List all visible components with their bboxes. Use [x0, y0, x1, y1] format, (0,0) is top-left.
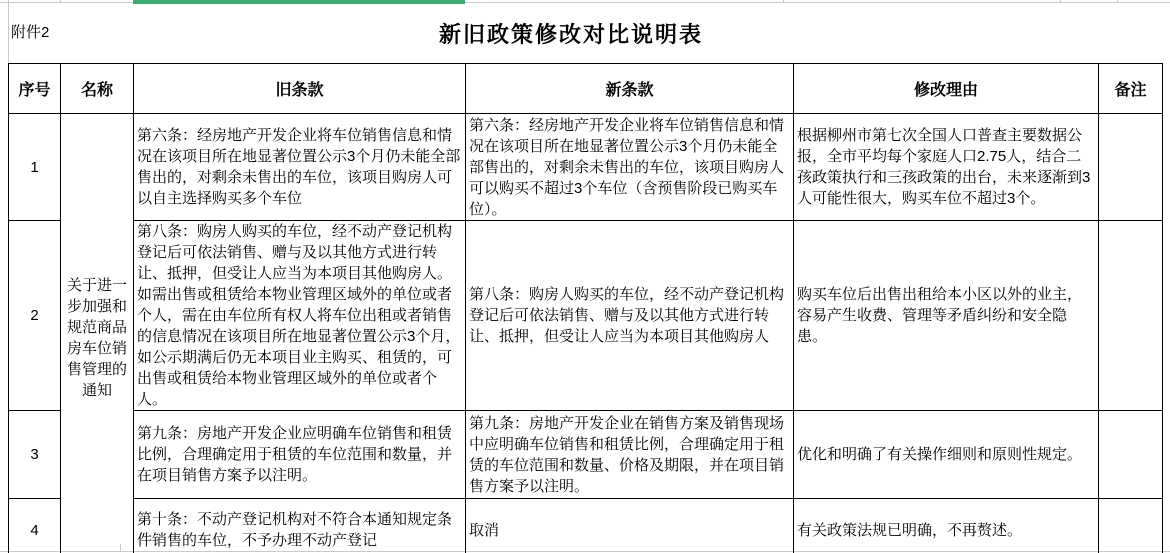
gridline-stub [783, 0, 784, 3]
header-reason[interactable]: 修改理由 [794, 64, 1099, 114]
cell-remark-2[interactable] [1099, 221, 1163, 411]
cell-seq-4[interactable]: 4 [9, 499, 61, 553]
cell-old-clause-1[interactable]: 第六条：经房地产开发企业将车位销售信息和情况在该项目所在地显著位置公示3个月仍未能全部售出的，对剩余未售出的车位，该项目购房人可以自主选择购买多个车位 [134, 114, 466, 221]
header-remark[interactable]: 备注 [1099, 64, 1163, 114]
gridline-stub [1117, 0, 1118, 3]
cell-reason-4[interactable]: 有关政策法规已明确，不再赘述。 [794, 499, 1099, 553]
page-title: 新旧政策修改对比说明表 [438, 22, 703, 47]
gridline-stub [1060, 0, 1061, 3]
comparison-table [8, 63, 1163, 553]
table-row-3 [9, 411, 1163, 499]
header-row [9, 64, 1163, 114]
gridline-stub [60, 0, 61, 3]
cell-new-clause-1[interactable]: 第六条：经房地产开发企业将车位销售信息和情况在该项目所在地显著位置公示3个月仍未能全部售出的，对剩余未售出的车位，该项目购房人可以购买不超过3个车位（含预售阶段已购买车位）。 [466, 114, 794, 221]
table-row-1 [9, 114, 1163, 221]
header-name[interactable]: 名称 [61, 64, 134, 114]
cell-remark-4[interactable] [1099, 499, 1163, 553]
header-old-clause[interactable]: 旧条款 [134, 64, 466, 114]
cell-old-clause-2[interactable]: 第八条：购房人购买的车位，经不动产登记机构登记后可依法销售、赠与及以其他方式进行转让、抵押，但受让人应当为本项目其他购房人。如需出售或租赁给本物业管理区域外的单位或者个人，需在由车位所有权人将车位出租或者销售的信息情况在该项目所在地显著位置公示3个月，如公示期满后仍无本项目业主购买、租赁的，可出售或租赁给本物业管理区域外的单位或者个人。 [134, 221, 466, 411]
table-row-4 [9, 499, 1163, 553]
cell-new-clause-4[interactable]: 取消 [466, 499, 794, 553]
cell-old-clause-4[interactable]: 第十条：不动产登记机构对不符合本通知规定条件销售的车位，不予办理不动产登记 [134, 499, 466, 553]
cell-new-clause-2[interactable]: 第八条：购房人购买的车位，经不动产登记机构登记后可依法销售、赠与及以其他方式进行转让、抵押，但受让人应当为本项目其他购房人 [466, 221, 794, 411]
cell-seq-1[interactable]: 1 [9, 114, 61, 221]
cell-remark-3[interactable] [1099, 411, 1163, 499]
cell-reason-3[interactable]: 优化和明确了有关操作细则和原则性规定。 [794, 411, 1099, 499]
cell-reason-2[interactable]: 购买车位后出售出租给本小区以外的业主，容易产生收费、管理等矛盾纠纷和安全隐患。 [794, 221, 1099, 411]
header-new-clause[interactable]: 新条款 [466, 64, 794, 114]
selection-highlight-bar [133, 0, 465, 4]
cell-old-clause-3[interactable]: 第九条：房地产开发企业应明确车位销售和租赁比例，合理确定用于租赁的车位范围和数量，并在项目销售方案予以注明。 [134, 411, 466, 499]
cell-remark-1[interactable] [1099, 114, 1163, 221]
cell-seq-2[interactable]: 2 [9, 221, 61, 411]
attachment-label: 附件2 [11, 24, 50, 41]
cell-new-clause-3[interactable]: 第九条：房地产开发企业在销售方案及销售现场中应明确车位销售和租赁比例，合理确定用于租赁的车位范围和数量、价格及期限，并在项目销售方案予以注明。 [466, 411, 794, 499]
cell-reason-1[interactable]: 根据柳州市第七次全国人口普查主要数据公报，全市平均每个家庭人口2.75人，结合二孩政策执行和三孩政策的出台，未来逐渐到3人可能性很大，购买车位不超过3个。 [794, 114, 1099, 221]
header-seq[interactable]: 序号 [9, 64, 61, 114]
cell-seq-3[interactable]: 3 [9, 411, 61, 499]
cell-name-merged[interactable]: 关于进一步加强和规范商品房车位销售管理的通知 [61, 114, 134, 553]
table-row-2 [9, 221, 1163, 411]
